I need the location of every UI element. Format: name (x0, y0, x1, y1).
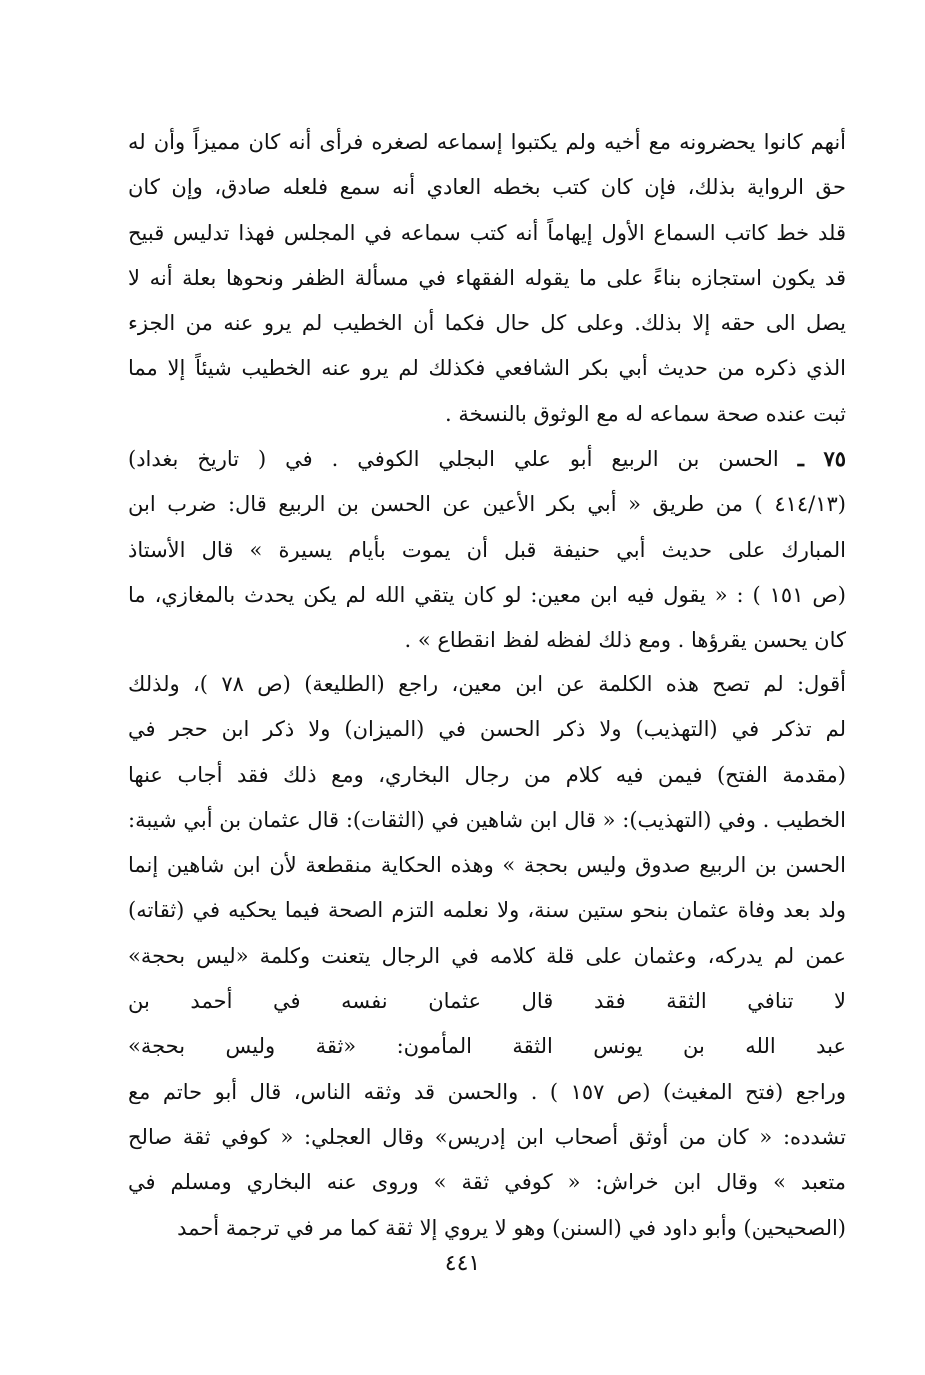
text-line: (٤١٤/١٣ ) من طريق « أبي بكر الأعين عن الحسن بن الربيع قال: ضرب ابن (128, 492, 846, 517)
text-line: ولد بعد وفاة عثمان بنحو ستين سنة، ولا نعلمه التزم الصحة فيما يحكيه في (ثقاته) (128, 898, 846, 923)
page-number: ٤٤١ (444, 1251, 481, 1276)
text-line: الحسن بن الربيع صدوق وليس بحجة » وهذه الحكاية منقطعة لأن ابن شاهين إنما (128, 853, 846, 878)
text-line: (مقدمة الفتح) فيمن فيه كلام من رجال البخاري، ومع ذلك فقد أجاب عنها (128, 762, 846, 787)
text-line: عمن لم يدركه، وعثمان على قلة كلامه في الرجال يتعنت وكلمة «ليس بحجة» (128, 943, 846, 968)
text-line: قلد خط كاتب السماع الأول إيهاماً أنه كتب سماعه في المجلس فهذا تدليس قبيح (128, 220, 846, 245)
text-line: أنهم كانوا يحضرونه مع أخيه ولم يكتبوا إسماعه لصغره فرأى أنه كان مميزاً وأن له (128, 130, 846, 154)
entry-number: ٧٥ ـ (797, 446, 846, 471)
text-line: الذي ذكره من حديث أبي بكر الشافعي فكذلك لم يرو عنه الخطيب شيئاً إلا مما (128, 356, 846, 381)
text-line: يصل الى حقه إلا بذلك. وعلى كل حال فكما أن الخطيب لم يرو عنه من الجزء (128, 311, 846, 336)
paragraph-entry-75 (128, 436, 846, 663)
text-line: أقول: لم تصح هذه الكلمة عن ابن معين، راجع (الطليعة) (ص ٧٨ )، ولذلك (128, 672, 846, 696)
text-line: عبد الله بن يونس الثقة المأمون: «ثقة وليس بحجة» (128, 1034, 846, 1059)
text-line: متعبد » وقال ابن خراش: « كوفي ثقة » وروى عنه البخاري ومسلم في (128, 1170, 846, 1195)
text-line: قد يكون استجازه بناءً على ما يقوله الفقهاء في مسألة الظفر ونحوها بعلة أنه لا (128, 265, 846, 290)
text-line: تشدده: « كان من أوثق أصحاب ابن إدريس» وقال العجلي: « كوفي ثقة صالح (128, 1124, 846, 1149)
text-line: (ص ١٥١ ) : « يقول فيه ابن معين: لو كان يتقي الله لم يكن يحدث بالمغازي، ما (128, 582, 846, 607)
text-line: حق الرواية بذلك، فإن كان كتب بخطه العادي أنه سمع فلعله صادق، وإن كان (128, 175, 846, 200)
text-line (128, 436, 846, 482)
text-line: الخطيب . وفي (التهذيب): « قال ابن شاهين في (الثقات): قال عثمان بن أبي شيبة: (128, 807, 846, 832)
text-line: لا تنافي الثقة فقد قال عثمان نفسه في أحمد بن (128, 989, 846, 1014)
paragraph-response (128, 662, 846, 1251)
entry-heading-text: الحسن بن الربيع أبو علي البجلي الكوفي . في ( تاريخ بغداد) (128, 447, 779, 471)
paragraph-continuation (128, 120, 846, 437)
text-line: كان يحسن يقرؤها . ومع ذلك لفظه لفظ انقطاع » . (404, 628, 846, 653)
text-line: المبارك على حديث أبي حنيفة قبل أن يموت بأيام يسيرة » قال الأستاذ (128, 537, 846, 562)
text-line: ثبت عنده صحة سماعه له مع الوثوق بالنسخة . (444, 401, 846, 426)
text-line: (الصحيحين) وأبو داود في (السنن) وهو لا يروي إلا ثقة كما مر في ترجمة أحمد (177, 1215, 846, 1240)
text-line: لم تذكر في (التهذيب) ولا ذكر الحسن في (الميزان) ولا ذكر ابن حجر في (128, 717, 846, 742)
text-line: وراجع (فتح المغيث) (ص ١٥٧ ) . والحسن قد وثقه الناس، قال أبو حاتم مع (128, 1079, 846, 1104)
